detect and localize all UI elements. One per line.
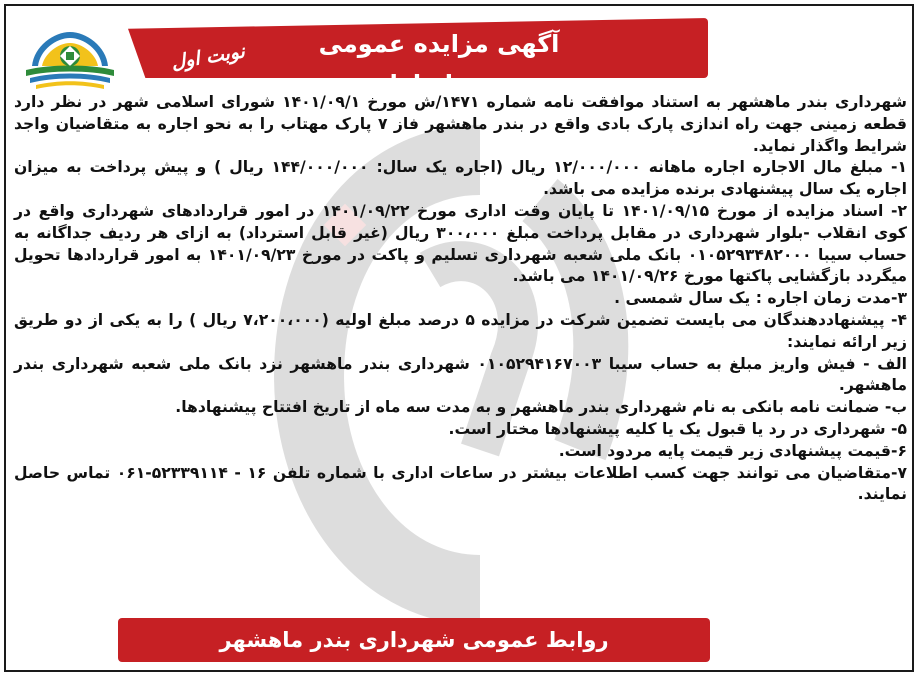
ad-body	[14, 92, 907, 610]
intro-paragraph: شهرداری بندر ماهشهر به استناد موافقت نامه شماره ۱۴۷۱/ش مورخ ۱۴۰۱/۰۹/۱ شورای اسلامی شهر در نظر دارد قطعه زمینی جهت راه اندازی پارک بادی واقع در بندر ماهشهر فاز ۷ پارک مهتاب را به نحو اجاره به متقاضیان واجد شرایط واگذار نماید.	[14, 93, 908, 155]
clause-4-b: ب- ضمانت نامه بانکی به نام شهرداری بندر ماهشهر و به مدت سه ماه از تاریخ افتتاح پیشنهادها.	[175, 398, 907, 417]
clause-4-a: الف - فیش واریز مبلغ به حساب سیبا ۰۱۰۵۲۹۴۱۶۷۰۰۳ شهرداری بندر ماهشهر نزد بانک ملی شعبه شهرداری بندر ماهشهر.	[14, 354, 907, 395]
clause-4: ۴- پیشنهاددهندگان می بایست تضمین شرکت در مزایده ۵ درصد مبلغ اولیه (۷،۲۰۰،۰۰۰ ریال ) را به یکی از دو طریق زیر ارائه نمایند:	[14, 310, 907, 351]
clause-5: ۵- شهرداری در رد یا قبول یک یا کلیه پیشنهادها مختار است.	[448, 419, 907, 438]
clause-7: ۷-متقاضیان می توانند جهت کسب اطلاعات بیشتر در ساعات اداری با شماره تلفن ۱۶ - ۵۲۳۳۹۱۱۴-۰۶۱ تماس حاصل نمایند.	[14, 463, 907, 504]
clause-3: ۳-مدت زمان اجاره : یک سال شمسی .	[614, 289, 907, 308]
footer-signature: روابط عمومی شهرداری بندر ماهشهر	[219, 628, 609, 652]
clause-6: ۶-قیمت پیشنهادی زیر قیمت پایه مردود است.	[558, 441, 907, 460]
municipality-emblem-icon	[20, 26, 120, 92]
round-label: نوبت اول	[169, 40, 247, 74]
clause-1: ۱- مبلغ مال الاجاره اجاره ماهانه ۱۲/۰۰۰/۰۰۰ ریال (اجاره یک سال: ۱۴۴/۰۰۰/۰۰۰ ریال ) و پیش پرداخت به میزان اجاره یک سال پیشنهادی برنده مزایده می باشد.	[14, 158, 908, 199]
page-title: آگهی مزایده عمومی مرحله اول	[318, 30, 560, 98]
clause-2: ۲- اسناد مزایده از مورخ ۱۴۰۱/۰۹/۱۵ تا پایان وقت اداری مورخ ۱۴۰۱/۰۹/۲۲ در امور قراردادهای شهرداری واقع در کوی انقلاب -بلوار شهرداری در مقابل پرداخت مبلغ ۳۰۰،۰۰۰ ریال (غیر قابل استرداد) به ازای هر ردیف جداگانه به حساب سیبا ۰۱۰۵۲۹۳۴۸۲۰۰۰ بانک ملی شعبه شهرداری تسلیم و پاکت در مورخ ۱۴۰۱/۰۹/۲۳ به امور قراردادها تحویل میگردد بازگشایی پاکتها مورخ ۱۴۰۱/۰۹/۲۶ می باشد.	[14, 201, 907, 286]
